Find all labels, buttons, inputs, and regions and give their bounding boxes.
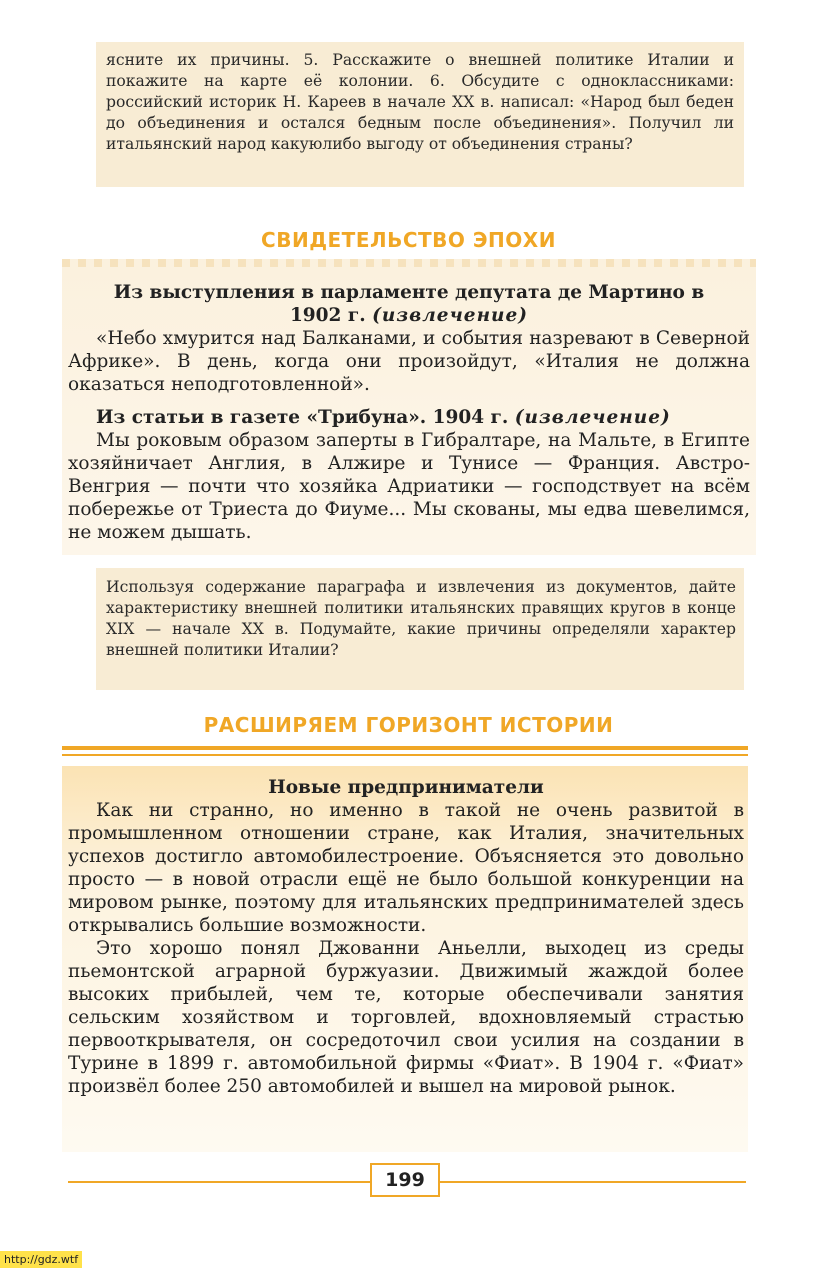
question-text: Используя содержание параграфа и извлечения из документов, дайте характеристику внешней политики итальянских правящих кругов в конце XIX — начале XX в. Подумайте, какие причины определяли характер внешней политики Италии? [106, 578, 736, 659]
source1-text: «Небо хмурится над Балканами, и события назревают в Северной Африке». В день, когда они произойдут, «Италия не должна оказаться неподготовленной». [68, 328, 750, 395]
page-rule-left [68, 1181, 370, 1183]
source1-note: (извлечение) [372, 305, 529, 326]
horizon-rule-thin [62, 754, 748, 756]
horizon-paragraph-1: Как ни странно, но именно в такой не очень развитой в промышленном отношении стране, как Италия, значительных успехов достигло автомобилестроение. Объясняется это довольно просто — в новой отрасли ещё не было большой конкуренции на мировом рынке, поэтому для итальянских предпринимателей здесь открывались большие возможности. [68, 800, 744, 936]
question-box [96, 568, 744, 690]
horizon-box [62, 766, 748, 1152]
source2-text: Мы роковым образом заперты в Гибралтаре, на Мальте, в Египте хозяйничает Англия, в Алжире и Тунисе — Франция. Австро-Венгрия — почти что хозяйка Адриатики — господствует на всём побережье от Триеста до Фиуме... Мы скованы, мы едва шевелимся, не можем дышать. [68, 430, 750, 543]
box-top-edge [62, 259, 756, 267]
page-rule-right [440, 1181, 746, 1183]
page-number: 199 [370, 1163, 440, 1197]
horizon-paragraph-2: Это хорошо понял Джованни Аньелли, выходец из среды пьемонтской аграрной буржуазии. Движимый жаждой более высоких прибылей, чем те, которые обеспечивали занятия сельским хозяйством и торговлей, вдохновляемый страстью первооткрывателя, он сосредоточил свои усилия на создании в Турине в 1899 г. автомобильной фирмы «Фиат». В 1904 г. «Фиат» произвёл более 250 автомобилей и вышел на мировой рынок. [68, 938, 744, 1097]
horizon-heading: РАСШИРЯЕМ ГОРИЗОНТ ИСТОРИИ [203, 713, 614, 737]
source2-title-text: Из статьи в газете «Трибуна». 1904 г. [96, 407, 509, 428]
horizon-title: Новые предприниматели [268, 777, 544, 798]
source2-note: (извлечение) [514, 407, 671, 428]
watermark-link[interactable]: http://gdz.wtf [0, 1251, 82, 1268]
source1-title-text: Из выступления в парламенте депутата де Мартино в 1902 г. [113, 282, 705, 326]
source2-title [68, 406, 750, 429]
epoch-evidence-box [62, 265, 756, 555]
epoch-heading: СВИДЕТЕЛЬСТВО ЭПОХИ [261, 228, 556, 252]
horizon-rule-thick [62, 746, 748, 750]
source1-title [68, 281, 750, 327]
question-box-top [96, 42, 744, 187]
question-text-top: ясните их причины. 5. Расскажите о внешней политике Италии и покажите на карте её колонии. 6. Обсудите с одноклассниками: российский историк Н. Кареев в начале XX в. написал: «Народ был беден до объединения и остался бедным после объединения». Получил ли итальянский народ какуюлибо выгоду от объединения страны? [106, 51, 734, 153]
